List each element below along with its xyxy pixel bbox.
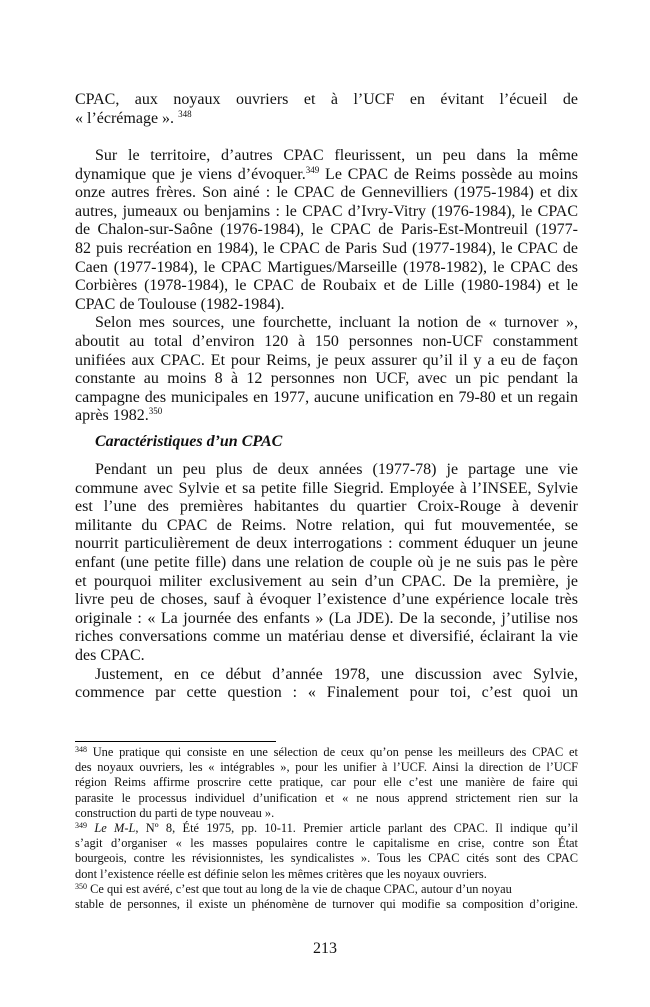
text: « l’écrémage ». — [75, 109, 179, 127]
footnote-348 — [75, 745, 578, 760]
text-line: CPAC, aux noyaux ouvriers et à l’UCF en évitant l’écueil de — [75, 91, 578, 108]
text-line — [75, 110, 578, 129]
footnote-number: 348 — [75, 745, 87, 754]
text-line: commune avec Sylvie et sa petite fille Siegrid. Employée à l’INSEE, Sylvie — [75, 479, 578, 497]
text-line: bourgeois, contre les révisionnistes, les syndicalistes ». Tous les CPAC cités sont des CPAC — [75, 851, 578, 866]
text-line: unifiées aux CPAC. Et pour Reims, je peux assurer qu’il il y a eu de façon — [75, 351, 578, 369]
text: Le CPAC de Reims possède au moins — [319, 165, 578, 183]
page-number: 213 — [313, 940, 337, 957]
text-line: est l’une des premières habitantes du quartier Croix-Rouge à devenir — [75, 498, 578, 516]
section-heading-block — [75, 433, 578, 452]
source-title: Le M-L — [94, 820, 136, 835]
text-line: CPAC de Toulouse (1982-1984). — [75, 295, 285, 313]
text-line: des CPAC. — [75, 646, 145, 664]
text-line: commence par cette question : « Finalement pour toi, c’est quoi un — [75, 684, 578, 702]
text-line: stable de personnes, il existe un phénomène de turnover qui modifie sa composition d’origine. — [75, 896, 578, 911]
footnote-349 — [75, 821, 578, 836]
text-line: Justement, en ce début d’année 1978, une discussion avec Sylvie, — [95, 665, 578, 683]
text-line: Sur le territoire, d’autres CPAC fleurissent, un peu dans la même — [95, 147, 578, 164]
text-line: militante du CPAC de Reims. Notre relation, qui fut mouvementée, se — [75, 516, 578, 534]
footnote-separator — [75, 741, 276, 742]
text-line — [75, 166, 578, 185]
text-line: constante au moins 8 à 12 personnes non UCF, avec un pic pendant la — [75, 370, 578, 388]
text-line: enfant (une petite fille) dans une relation de couple où je ne suis pas le père — [75, 553, 578, 571]
text-line — [75, 407, 578, 426]
text-line: des noyaux ouvriers, les « intégrables », pour les unifier à l’UCF. Ainsi la direction de l’UCF — [75, 760, 578, 775]
text: Une pratique qui consiste en une sélection de ceux qu’on pense les meilleurs des CPAC et — [87, 745, 578, 759]
text-line: parasite le processus individuel d’unification et « ne nous apprend strictement rien sur la — [75, 790, 578, 805]
text-line: Caen (1977-1984), le CPAC Martigues/Marseille (1978-1982), le CPAC des — [75, 258, 578, 276]
text-line: riches conversations comme un matériau dense et diversifié, éclairant la vie — [75, 628, 578, 646]
footnote-ref: 349 — [305, 164, 320, 175]
text: dynamique que je viens d’évoquer. — [75, 165, 306, 183]
text-line: région Reims affirme proscrire cette pratique, car pour elle c’est une manière de faire qui — [75, 775, 578, 790]
paragraph-continuation — [75, 91, 578, 128]
footnote-number: 350 — [75, 881, 87, 891]
text-line: de Chalon-sur-Saône (1976-1984), le CPAC de Paris-Est-Montreuil (1977- — [75, 221, 578, 239]
text-line: originale : « La journée des enfants » (La JDE). De la seconde, j’utilise nos — [75, 609, 578, 627]
text-line: et pourquoi militer exclusivement au sein d’un CPAC. De la première, je — [75, 572, 578, 590]
section-heading: Caractéristiques d’un CPAC — [95, 433, 283, 450]
text: après 1982. — [75, 407, 149, 425]
text-line: livre peu de choses, sauf à évoquer l’existence d’une expérience locale très — [75, 591, 578, 609]
text-line: aboutit au total d’environ 120 à 150 personnes non-UCF constamment — [75, 332, 578, 350]
footnotes — [75, 745, 578, 912]
text-line: onze autres frères. Son ainé : le CPAC de Gennevilliers (1975-1984) et dix — [75, 184, 578, 202]
text-line: campagne des municipales en 1977, aucune unification en 79-80 et un regain — [75, 388, 578, 406]
text-line: Corbières (1978-1984), le CPAC de Roubaix et de Lille (1980-1984) et le — [75, 277, 578, 295]
text-line: nourrit particulièrement de deux interrogations : comment éduquer un jeune — [75, 535, 578, 553]
text: Ce qui est avéré, c’est que tout au long de la vie de chaque CPAC, autour d’un noyau — [87, 881, 512, 896]
footnote-ref: 350 — [148, 406, 163, 417]
text-line: s’agit d’organiser « les masses populaires contre le capitalisme en crise, contre son État — [75, 836, 578, 851]
text-line: Pendant un peu plus de deux années (1977-78) je partage une vie — [95, 461, 578, 478]
footnote-ref: 348 — [178, 108, 192, 119]
paragraph-sylvie — [75, 461, 578, 703]
paragraph-cpac-list — [75, 147, 578, 426]
text-line: autres, jumeaux ou benjamins : le CPAC d’Ivry-Vitry (1976-1984), le CPAC — [75, 202, 578, 220]
text: , Nº 8, Été 1975, pp. 10-11. Premier article parlant des CPAC. Il indique qu’il — [135, 820, 579, 835]
text-line: Selon mes sources, une fourchette, incluant la notion de « turnover », — [95, 314, 578, 332]
text-line: construction du parti de type nouveau ». — [75, 805, 275, 820]
footnote-number: 349 — [75, 820, 87, 830]
text-line: dont l’existence réelle est définie selon les mêmes critères que les noyaux ouvriers. — [75, 866, 487, 881]
text-line: 82 puis recréation en 1984), le CPAC de Paris Sud (1977-1984), le CPAC de — [75, 239, 578, 257]
footnote-350 — [75, 882, 578, 897]
